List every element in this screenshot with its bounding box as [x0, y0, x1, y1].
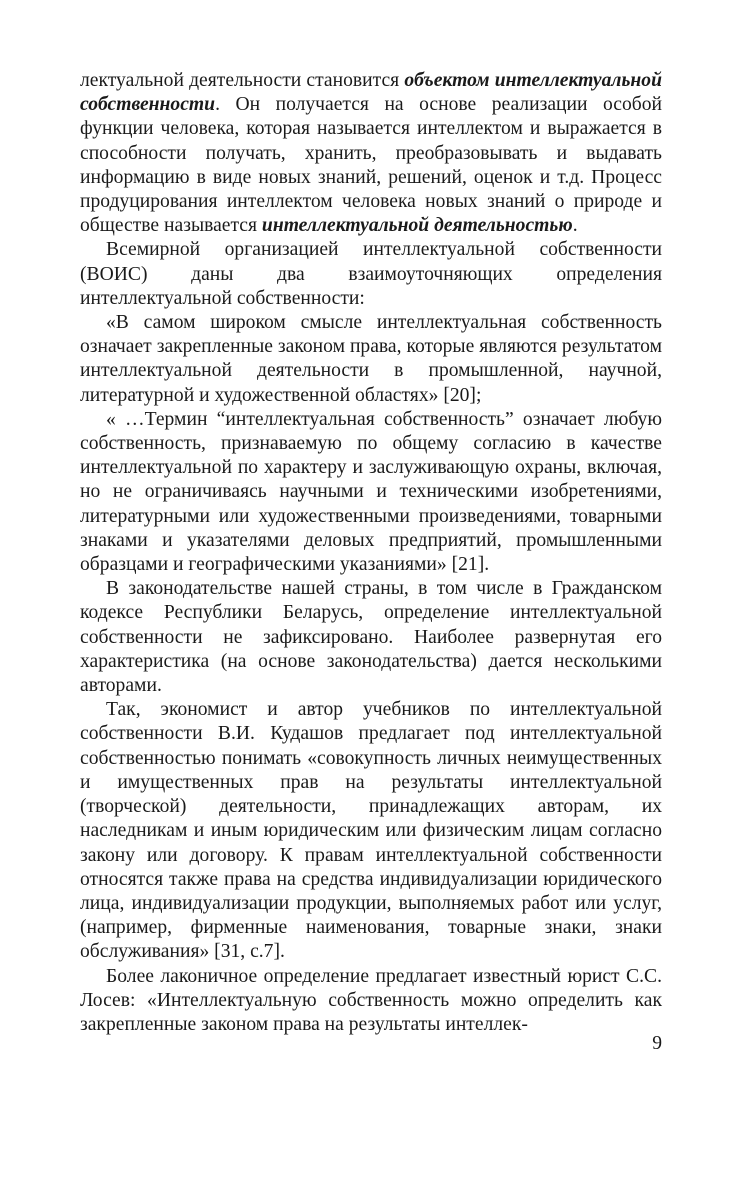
emphasis-term: объектом интеллектуальной собственности	[80, 70, 662, 116]
text-run: Так, экономист и автор учебников по интеллектуальной собственности В.И. Кудашов предлагает под интеллектуальной собственностью понимать «совокупность личных неимущественных и имущественных прав на результаты интеллектуальной (творческой) деятельности, принадлежащих авторам, их наследникам и иным юридическим или физическим лицам согласно закону или договору. К правам интеллектуальной собственности относятся также права на средства индивидуализации юридического лица, индивидуализации продукции, выполняемых работ или услуг, (например, фирменные наименования, товарные знаки, знаки обслуживания» [31, с.7].	[80, 699, 662, 963]
text-run: .	[572, 215, 578, 237]
paragraph-kudashov	[80, 698, 662, 964]
main-text	[80, 69, 662, 1037]
emphasis-term: интеллектуальной деятельностью	[261, 215, 573, 237]
paragraph-continuation	[80, 69, 662, 238]
text-run: Более лаконичное определение предлагает известный юрист С.С. Лосев: «Интеллектуальную собственность можно определить как закрепленные законом права на результаты интеллек-	[80, 965, 662, 1035]
text-run: лектуальной деятельности становится	[80, 70, 405, 91]
text-run: В законодательстве нашей страны, в том числе в Гражданском кодексе Республики Беларусь, определение интеллектуальной собственности не зафиксировано. Наиболее развернутая его характеристика (на основе законодательства) дается несколькими авторами.	[80, 578, 662, 697]
text-run: Всемирной организацией интеллектуальной собственности (ВОИС) даны два взаимоуточняющих определения интеллектуальной собственности:	[80, 239, 662, 309]
paragraph-legislation	[80, 577, 662, 698]
paragraph-wipo-quote-2	[80, 408, 662, 577]
page-number: 9	[652, 1033, 662, 1054]
text-run: «В самом широком смысле интеллектуальная собственность означает закрепленные законом права, которые являются результатом интеллектуальной деятельности в промышленной, научной, литературной и художественной областях» [20];	[80, 312, 662, 406]
text-run: . Он получается на основе реализации особой функции человека, которая называется интеллектом и выражается в способности получать, хранить, преобразовывать и выдавать информацию в виде новых знаний, решений, оценок и т.д. Процесс продуцирования интеллектом человека новых знаний о природе и обществе называется	[80, 94, 662, 237]
paragraph-wipo-intro	[80, 238, 662, 311]
paragraph-losev	[80, 965, 662, 1038]
paragraph-wipo-quote-1	[80, 311, 662, 408]
text-run: « …Термин “интеллектуальная собственность” означает любую собственность, признаваемую по общему согласию в качестве интеллектуальной по характеру и заслуживающую охраны, включая, но не ограничиваясь научными и техническими изобретениями, литературными или художественными произведениями, товарными знаками и указателями деловых предприятий, промышленными образцами и географическими указаниями» [21].	[80, 408, 662, 576]
